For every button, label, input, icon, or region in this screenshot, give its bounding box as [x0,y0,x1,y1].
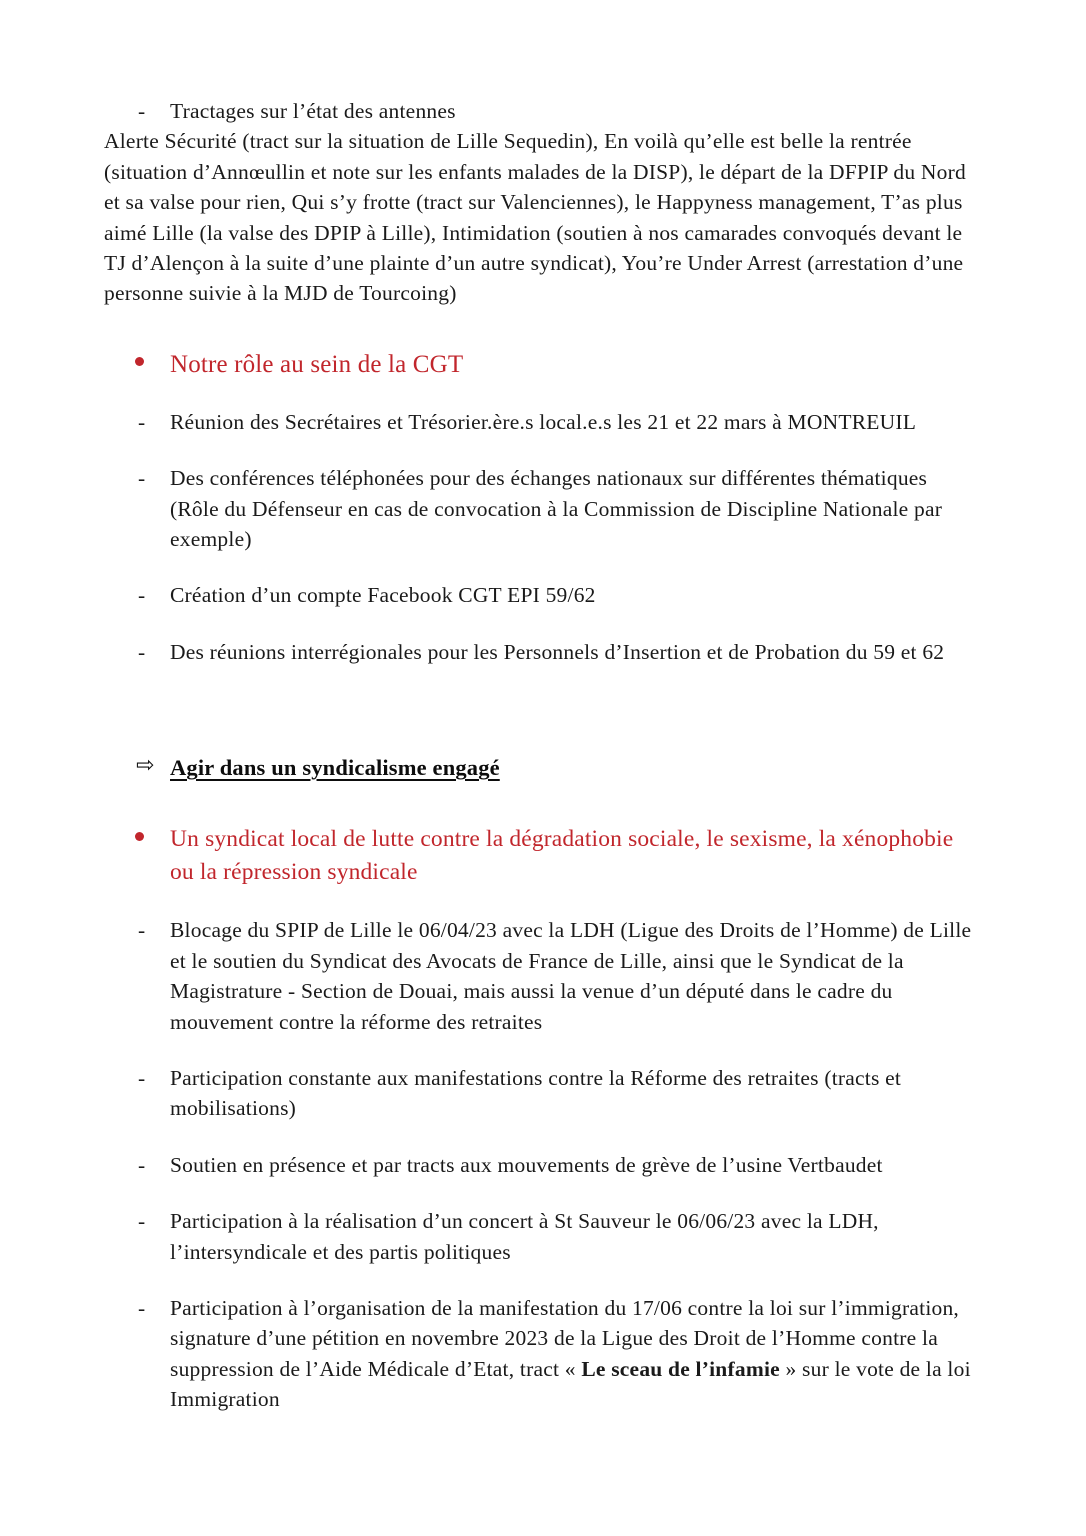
arrow-right-icon: ⇨ [136,753,155,779]
list-item-tractages [104,96,976,126]
list-item-text: Tractages sur l’état des antennes [170,99,456,123]
list-item-text: Des réunions interrégionales pour les Personnels d’Insertion et de Probation du 59 et 62 [170,639,945,664]
list-item [104,915,976,1037]
dash-marker: - [138,1295,146,1320]
list-item [104,463,976,554]
spacer [104,309,976,349]
spacer [104,889,976,915]
intro-paragraph: Alerte Sécurité (tract sur la situation de Lille Sequedin), En voilà qu’elle est belle la rentrée (situation d’Annœullin et note sur les enfants malades de la DISP), le départ de la DFPIP du Nord et sa valse pour rien, Qui s’y frotte (tract sur Valenciennes), le Happyness management, T’as plus aimé Lille (la valse des DPIP à Lille), Intimidation (soutien à nos camarades convoqués devant le TJ d’Alençon à la suite d’une plainte d’un autre syndicat), You’re Under Arrest (arrestation d’une personne suivie à la MJD de Tourcoing) [104,129,966,306]
list-item-text: Création d’un compte Facebook CGT EPI 59/62 [170,583,596,608]
dash-marker: - [138,1152,146,1177]
list-item [104,1206,976,1267]
dash-marker: - [138,639,146,664]
list-item [104,580,976,610]
spacer [104,1037,976,1063]
list-item-text: Participation à la réalisation d’un concert à St Sauveur le 06/06/23 avec la LDH, l’intersyndicale et des partis politiques [170,1209,879,1264]
dash-marker: - [138,583,146,608]
list-item [104,637,976,667]
list-item-text: Blocage du SPIP de Lille le 06/04/23 avec la LDH (Ligue des Droits de l’Homme) de Lille et le soutien du Syndicat des Avocats de France de Lille, ainsi que le Syndicat de la Magistrature - Section de Douai, mais aussi la venue d’un député dans le cadre du mouvement contre la réforme des retraites [170,918,972,1034]
red-bullet-icon [135,832,144,841]
dash-marker: - [138,1065,146,1090]
heading-text: Notre rôle au sein de la CGT [170,350,464,378]
dash-marker: - [138,99,146,123]
list-item-text: Réunion des Secrétaires et Trésorier.ère.s local.e.s les 21 et 22 mars à MONTREUIL [170,409,917,434]
dash-marker: - [138,409,146,434]
spacer [104,611,976,637]
heading-agir-syndicalisme [104,753,976,783]
heading-notre-role [104,349,976,381]
spacer [104,1124,976,1150]
red-bullet-icon [135,357,144,366]
list-item-text: Participation constante aux manifestations contre la Réforme des retraites (tracts et mobilisations) [170,1065,902,1121]
dash-marker: - [138,1209,146,1234]
spacer [104,783,976,823]
tract-title-bold: Le sceau de l’infamie [581,1356,780,1381]
text-after-bold: » sur le vote de la loi Immigration [170,1356,971,1412]
spacer [104,1180,976,1206]
list-item-manifestation [104,1293,976,1415]
list-item [104,1063,976,1124]
spacer [104,554,976,580]
spacer [104,381,976,407]
spacer [104,437,976,463]
spacer [104,1267,976,1293]
dash-marker: - [138,918,146,943]
list-item [104,1150,976,1180]
list-item-text [170,1296,971,1411]
heading-text: Un syndicat local de lutte contre la dégradation sociale, le sexisme, la xénophobie ou la répression syndicale [170,826,954,886]
spacer [104,667,976,753]
list-item-text: Soutien en présence et par tracts aux mouvements de grève de l’usine Vertbaudet [170,1152,883,1177]
dash-marker: - [138,466,146,491]
list-item [104,407,976,437]
text-before-bold: Participation à l’organisation de la manifestation du 17/06 contre la loi sur l’immigration, signature d’une pétition en novembre 2023 de la Ligue des Droit de l’Homme contre la suppression de l’Aide Médicale d’Etat, tract « [170,1295,960,1381]
heading-text: Agir dans un syndicalisme engagé [170,755,500,781]
list-item-text: Des conférences téléphonées pour des échanges nationaux sur différentes thématiques (Rôle du Défenseur en cas de convocation à la Commission de Discipline Nationale par exemple) [170,466,943,552]
heading-syndicat-local [104,823,976,889]
